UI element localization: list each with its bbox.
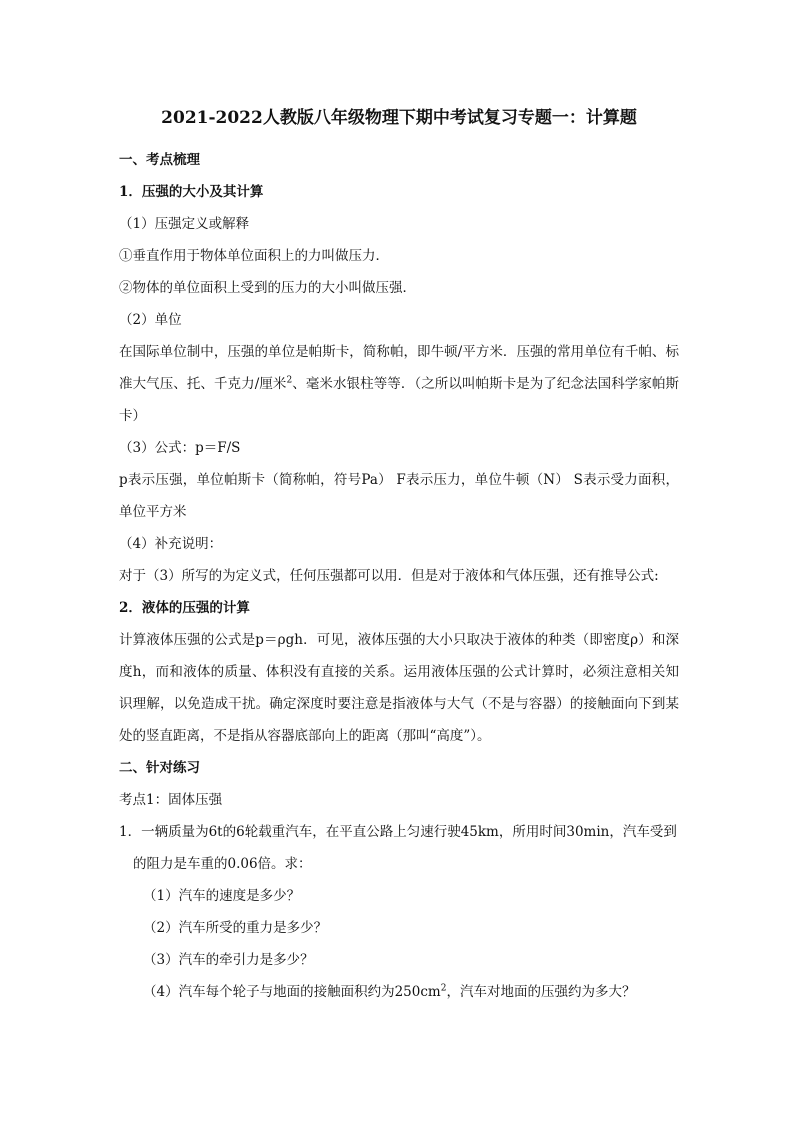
q1p4-text-b: ，汽车对地面的压强约为多大？ (446, 984, 636, 1000)
definition-item-1: ①垂直作用于物体单位面积上的力叫做压力． (119, 248, 389, 264)
topic-heading-liquid-pressure: 2．液体的压强的计算 (119, 600, 250, 616)
unit-superscript: 2 (286, 375, 293, 386)
unit-text-a: 在国际单位制中，压强的单位是帕斯卡，简称帕，即牛顿/平方米．压强的常用单位有千帕、标准大气压、托、千克力/厘米 (119, 344, 679, 392)
section-heading-kaodian: 一、考点梳理 (119, 152, 200, 168)
question-1-part-1: （1）汽车的速度是多少？ (143, 888, 301, 904)
question-1-part-4 (119, 976, 679, 1008)
liquid-pressure-paragraph: 计算液体压强的公式是p＝ρgh．可见，液体压强的大小只取决于液体的种类（即密度ρ）和深度h，而和液体的质量、体积没有直接的关系。运用液体压强的公式计算时，必须注意相关知识理解，以免造成干扰。确定深度时要注意是指液体与大气（不是与容器）的接触面向下到某处的竖直距离，不是指从容器底部向上的距离（那叫“高度”）。 (119, 632, 679, 744)
section-heading-practice: 二、针对练习 (119, 760, 200, 776)
question-1-stem: 1．一辆质量为6t的6轮载重汽车，在平直公路上匀速行驶45km，所用时间30min，汽车受到的阻力是车重的0.06倍。求： (119, 824, 677, 872)
document-title: 2021-2022人教版八年级物理下期中考试复习专题一：计算题 (161, 108, 637, 128)
q1p4-superscript: 2 (440, 983, 447, 994)
topic-heading-pressure: 1．压强的大小及其计算 (119, 184, 264, 200)
unit-text-b: 、毫米水银柱等等．（之所以叫帕斯卡是为了纪念法国科学家帕斯卡） (119, 376, 679, 424)
document-content (119, 104, 679, 1008)
formula-paragraph: p表示压强，单位帕斯卡（简称帕，符号Pa） F表示压力，单位牛顿（N） S表示受力面积，单位平方米 (119, 472, 679, 520)
kaodian-label: 考点1：固体压强 (119, 792, 223, 808)
unit-paragraph (119, 336, 679, 432)
formula-heading: （3）公式：p＝F/S (119, 440, 241, 456)
q1p4-text-a: （4）汽车每个轮子与地面的接触面积约为250cm (143, 984, 441, 1000)
definition-heading: （1）压强定义或解释 (119, 216, 250, 232)
question-1-part-3: （3）汽车的牵引力是多少？ (143, 952, 314, 968)
definition-item-2: ②物体的单位面积上受到的压力的大小叫做压强． (119, 280, 416, 296)
note-paragraph: 对于（3）所写的为定义式，任何压强都可以用．但是对于液体和气体压强，还有推导公式: (119, 568, 659, 584)
question-1-part-2: （2）汽车所受的重力是多少？ (143, 920, 328, 936)
unit-heading: （2）单位 (119, 312, 182, 328)
note-heading: （4）补充说明： (119, 536, 223, 552)
